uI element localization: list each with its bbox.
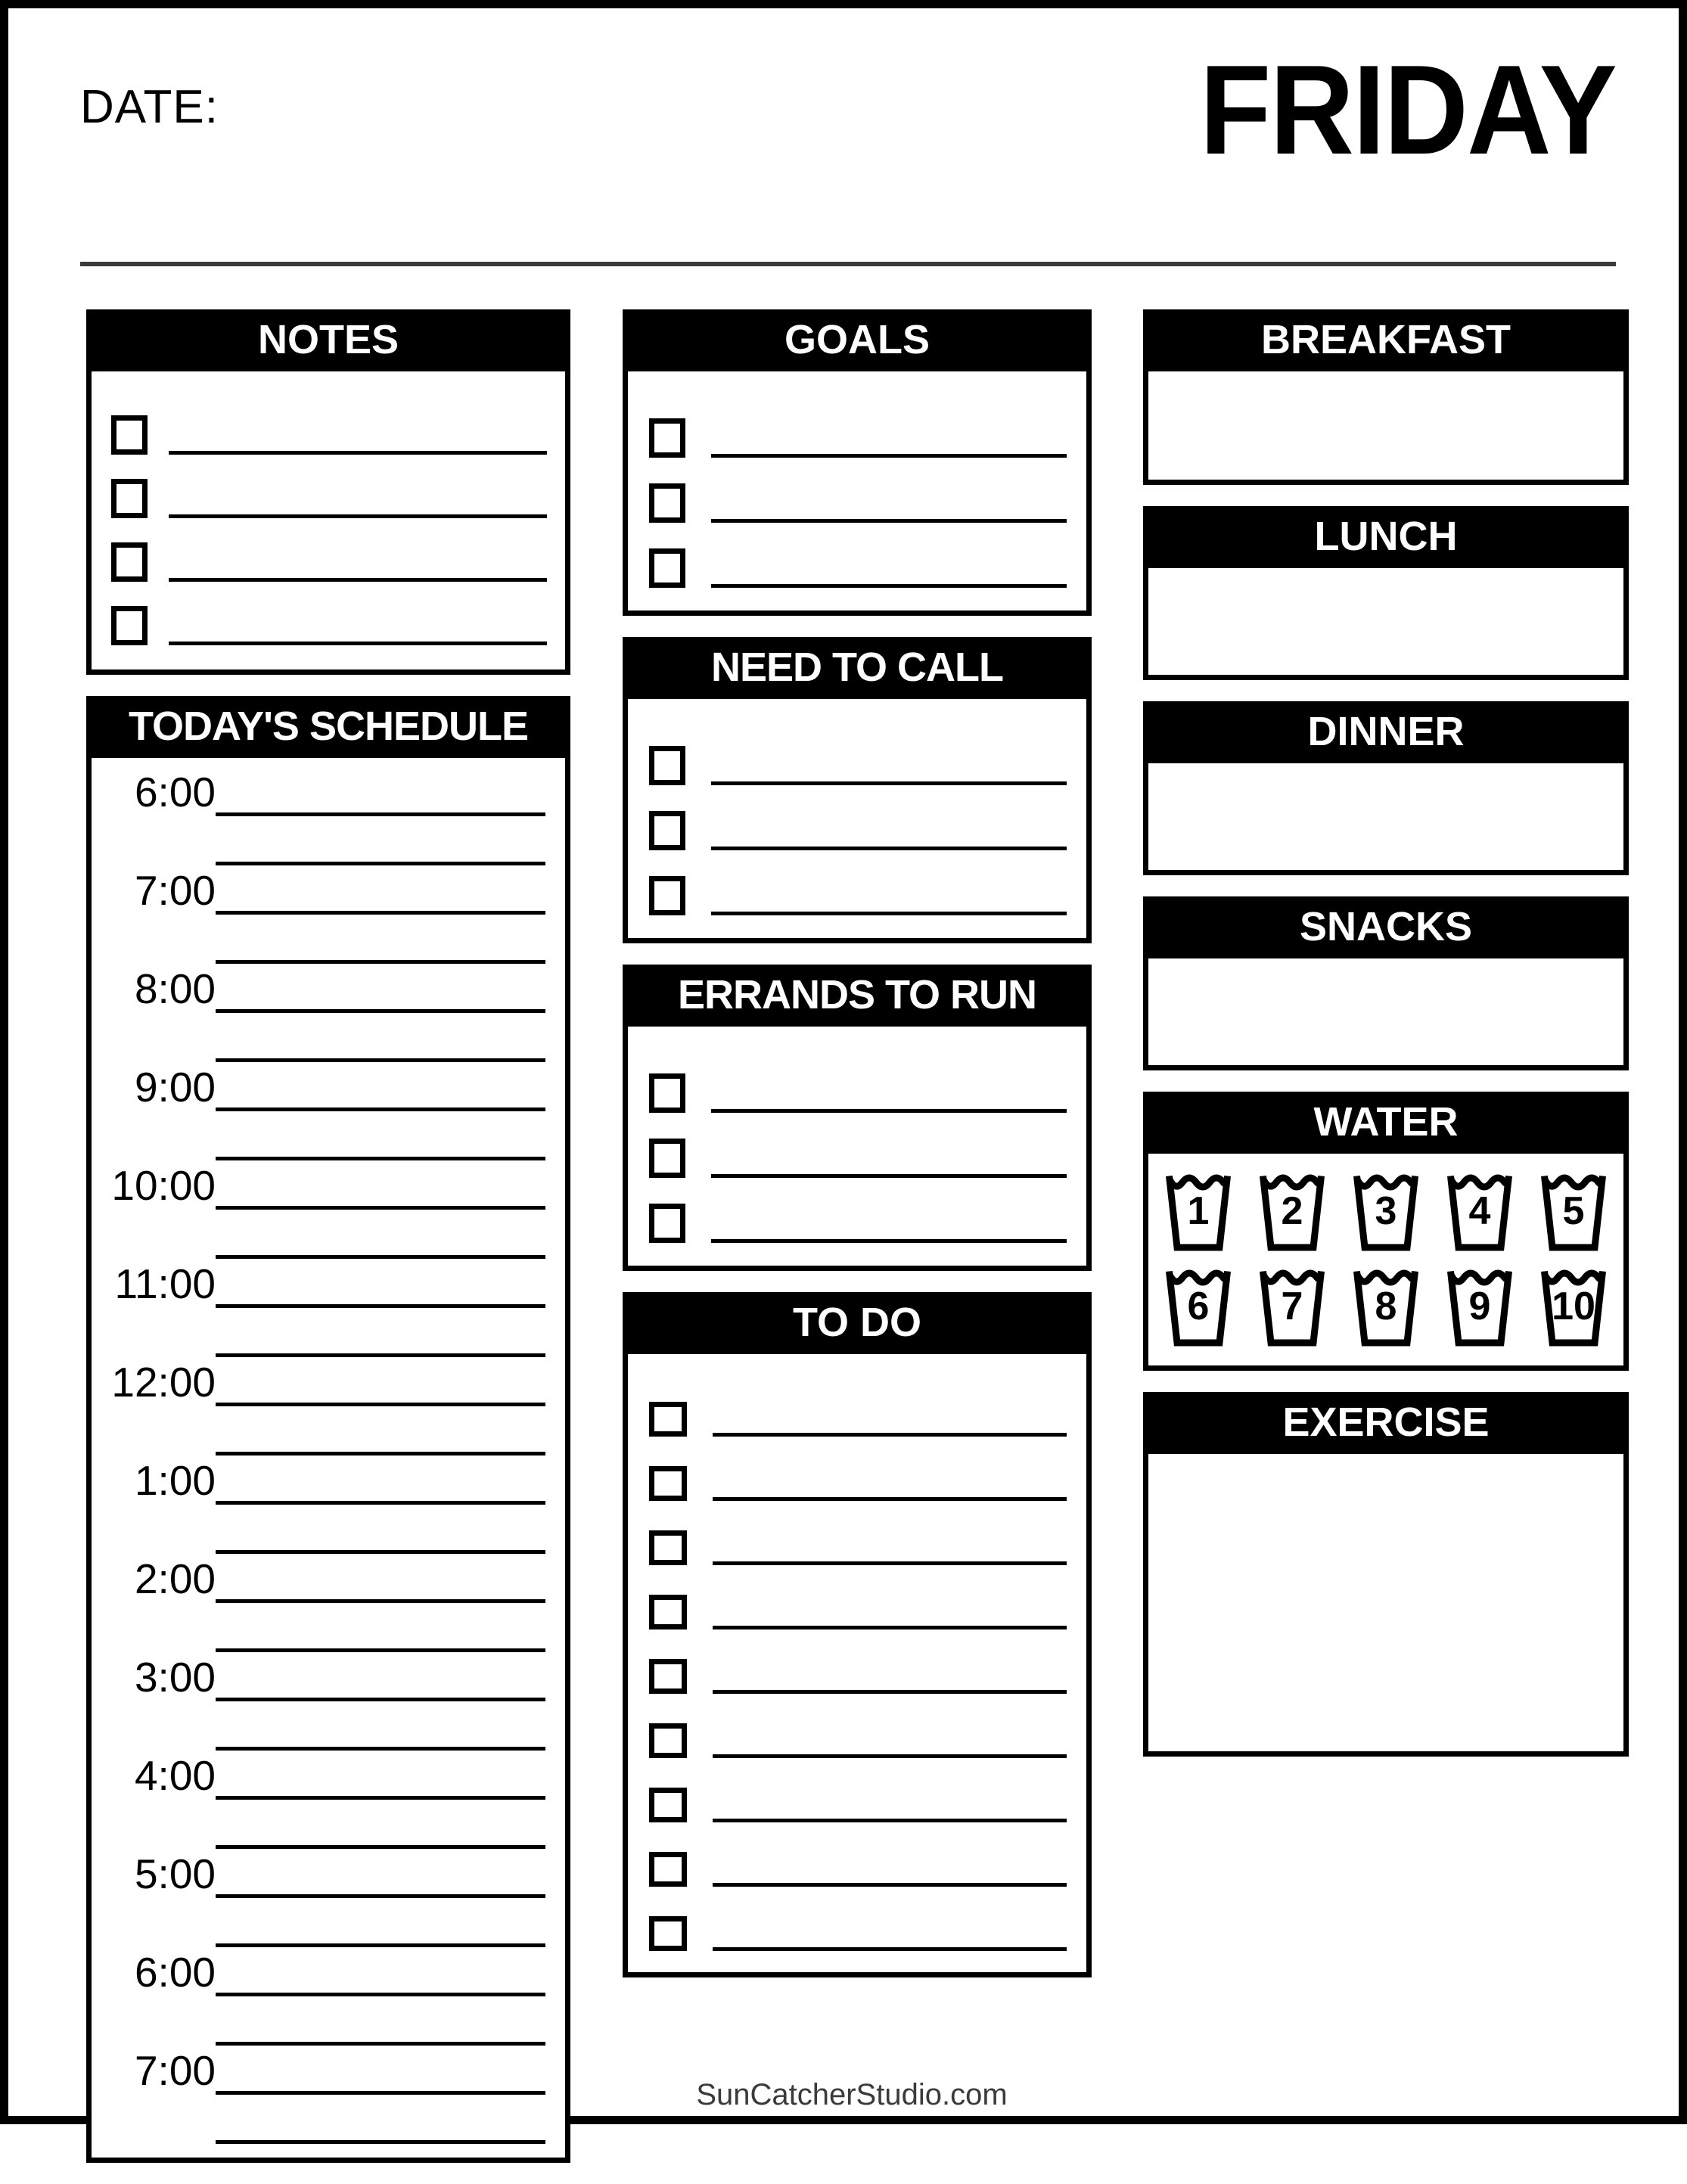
- notes-list: [92, 371, 565, 669]
- exercise-field[interactable]: [1143, 1454, 1629, 1757]
- list-item[interactable]: [649, 1631, 1067, 1695]
- schedule-hour-row[interactable]: [104, 1359, 545, 1408]
- water-glass-icon[interactable]: [1159, 1264, 1238, 1349]
- goals-section: [623, 309, 1092, 616]
- errands-title: ERRANDS TO RUN: [623, 965, 1092, 1027]
- schedule-half-hour-row[interactable]: [104, 1801, 545, 1850]
- notes-title: NOTES: [86, 309, 570, 371]
- exercise-section: [1143, 1392, 1629, 1757]
- water-row: [1159, 1169, 1613, 1254]
- list-item[interactable]: [649, 1760, 1067, 1824]
- checkbox-icon[interactable]: [111, 415, 148, 455]
- water-glass-number: 2: [1281, 1189, 1303, 1233]
- write-line[interactable]: [216, 1845, 545, 1849]
- todo-body: [623, 1354, 1092, 1977]
- write-line[interactable]: [713, 1883, 1067, 1887]
- checkbox-icon[interactable]: [649, 1723, 687, 1758]
- write-line[interactable]: [216, 1894, 545, 1898]
- need-to-call-section: [623, 637, 1092, 943]
- write-line[interactable]: [711, 781, 1067, 785]
- list-item[interactable]: [649, 1824, 1067, 1888]
- write-line[interactable]: [216, 1255, 545, 1259]
- list-item[interactable]: [111, 456, 547, 520]
- write-line[interactable]: [216, 1943, 545, 1947]
- need-to-call-body: [623, 699, 1092, 943]
- snacks-section: [1143, 896, 1629, 1070]
- checkbox-icon[interactable]: [649, 1916, 687, 1951]
- write-line[interactable]: [216, 1501, 545, 1505]
- schedule-hour-row[interactable]: [104, 769, 545, 818]
- write-line[interactable]: [216, 2042, 545, 2046]
- schedule-hour-row[interactable]: [104, 1064, 545, 1113]
- write-line[interactable]: [216, 862, 545, 865]
- lunch-field[interactable]: [1143, 568, 1629, 680]
- column-left: [86, 309, 570, 2184]
- breakfast-section: [1143, 309, 1629, 485]
- schedule-body: [86, 758, 570, 2163]
- breakfast-field[interactable]: [1143, 371, 1629, 485]
- column-right: [1143, 309, 1629, 1778]
- schedule-hour-row[interactable]: [104, 1752, 545, 1801]
- write-line[interactable]: [169, 578, 547, 582]
- write-line[interactable]: [711, 1109, 1067, 1113]
- write-line[interactable]: [216, 2140, 545, 2144]
- water-glass-number: 6: [1187, 1285, 1210, 1328]
- checkbox-icon[interactable]: [649, 1659, 687, 1694]
- schedule-time-label: 4:00: [134, 1752, 216, 1799]
- page-header: [80, 39, 1616, 243]
- day-title: FRIDAY: [1199, 39, 1616, 181]
- schedule-half-hour-row[interactable]: [104, 1211, 545, 1260]
- schedule-time-label: 1:00: [134, 1457, 216, 1504]
- write-line[interactable]: [713, 1947, 1067, 1951]
- write-line[interactable]: [216, 1353, 545, 1357]
- list-item[interactable]: [111, 583, 547, 647]
- write-line[interactable]: [216, 1550, 545, 1554]
- water-glass-number: 9: [1468, 1285, 1491, 1328]
- schedule-half-hour-row[interactable]: [104, 1408, 545, 1457]
- schedule-time-label: 9:00: [134, 1064, 216, 1111]
- schedule-time-label: 6:00: [134, 769, 216, 816]
- notes-section: [86, 309, 570, 675]
- exercise-title: EXERCISE: [1143, 1392, 1629, 1454]
- todo-list: [628, 1354, 1086, 1972]
- water-title: WATER: [1143, 1092, 1629, 1154]
- checkbox-icon[interactable]: [649, 548, 685, 588]
- schedule-hour-row[interactable]: [104, 1850, 545, 1900]
- write-line[interactable]: [711, 454, 1067, 458]
- write-line[interactable]: [711, 584, 1067, 588]
- write-line[interactable]: [216, 1698, 545, 1701]
- schedule-time-label: 2:00: [134, 1555, 216, 1602]
- schedule-half-hour-row[interactable]: [104, 916, 545, 965]
- write-line[interactable]: [216, 911, 545, 915]
- errands-list: [628, 1027, 1086, 1266]
- write-line[interactable]: [711, 847, 1067, 850]
- checkbox-icon[interactable]: [649, 1402, 687, 1437]
- schedule-hour-row[interactable]: [104, 965, 545, 1014]
- checkbox-icon[interactable]: [649, 746, 685, 785]
- water-glass-number: 4: [1468, 1189, 1491, 1233]
- checkbox-icon[interactable]: [111, 479, 148, 518]
- list-item[interactable]: [649, 1695, 1067, 1760]
- schedule-hour-row[interactable]: [104, 1457, 545, 1506]
- write-line[interactable]: [169, 514, 547, 518]
- schedule-half-hour-row[interactable]: [104, 1900, 545, 1949]
- write-line[interactable]: [713, 1433, 1067, 1437]
- todo-title: TO DO: [623, 1292, 1092, 1354]
- water-glass-number: 3: [1375, 1189, 1397, 1233]
- list-item[interactable]: [649, 1179, 1067, 1244]
- water-glass-number: 1: [1187, 1189, 1210, 1233]
- column-middle: [623, 309, 1092, 1999]
- checkbox-icon[interactable]: [649, 418, 685, 458]
- list-item[interactable]: [649, 1567, 1067, 1631]
- checkbox-icon[interactable]: [649, 1204, 685, 1243]
- water-glass-number: 10: [1552, 1285, 1595, 1328]
- dinner-field[interactable]: [1143, 763, 1629, 875]
- write-line[interactable]: [713, 1497, 1067, 1501]
- list-item[interactable]: [649, 852, 1067, 917]
- schedule-half-hour-row[interactable]: [104, 818, 545, 867]
- write-line[interactable]: [216, 1648, 545, 1652]
- lunch-title: LUNCH: [1143, 506, 1629, 568]
- lunch-section: [1143, 506, 1629, 680]
- breakfast-title: BREAKFAST: [1143, 309, 1629, 371]
- write-line[interactable]: [713, 1690, 1067, 1694]
- schedule-time-label: 5:00: [134, 1850, 216, 1897]
- schedule-time-label: 12:00: [111, 1359, 216, 1406]
- list-item[interactable]: [649, 524, 1067, 589]
- write-line[interactable]: [169, 451, 547, 455]
- write-line[interactable]: [216, 812, 545, 816]
- list-item[interactable]: [649, 1438, 1067, 1502]
- checkbox-icon[interactable]: [649, 811, 685, 850]
- write-line[interactable]: [713, 1754, 1067, 1758]
- write-line[interactable]: [713, 1819, 1067, 1822]
- dinner-title: DINNER: [1143, 701, 1629, 763]
- water-glass-icon[interactable]: [1253, 1264, 1331, 1349]
- write-line[interactable]: [216, 1108, 545, 1111]
- list-item[interactable]: [649, 722, 1067, 787]
- list-item[interactable]: [649, 1888, 1067, 1953]
- water-glass-icon[interactable]: [1534, 1169, 1613, 1254]
- checkbox-icon[interactable]: [111, 606, 148, 645]
- write-line[interactable]: [216, 1157, 545, 1160]
- water-glass-number: 8: [1375, 1285, 1397, 1328]
- write-line[interactable]: [711, 912, 1067, 915]
- errands-section: [623, 965, 1092, 1271]
- schedule-time-label: 8:00: [134, 965, 216, 1012]
- water-glass-number: 5: [1562, 1189, 1585, 1233]
- schedule-time-label: 10:00: [111, 1162, 216, 1209]
- snacks-title: SNACKS: [1143, 896, 1629, 958]
- schedule-hour-row[interactable]: [104, 1654, 545, 1703]
- list-item[interactable]: [649, 787, 1067, 852]
- checkbox-icon[interactable]: [649, 1788, 687, 1822]
- schedule-half-hour-row[interactable]: [104, 1014, 545, 1064]
- list-item[interactable]: [649, 1502, 1067, 1567]
- checkbox-icon[interactable]: [649, 1073, 685, 1113]
- water-glass-icon[interactable]: [1347, 1169, 1425, 1254]
- checkbox-icon[interactable]: [649, 483, 685, 523]
- water-body: [1143, 1154, 1629, 1371]
- write-line[interactable]: [216, 1009, 545, 1013]
- write-line[interactable]: [216, 1058, 545, 1062]
- schedule-hour-row[interactable]: [104, 867, 545, 916]
- notes-body: [86, 371, 570, 675]
- write-line[interactable]: [169, 642, 547, 645]
- schedule-half-hour-row[interactable]: [104, 1703, 545, 1752]
- schedule-half-hour-row[interactable]: [104, 1113, 545, 1162]
- goals-body: [623, 371, 1092, 616]
- schedule-rows: [92, 758, 565, 2158]
- schedule-hour-row[interactable]: [104, 1949, 545, 1998]
- write-line[interactable]: [216, 1452, 545, 1455]
- list-item[interactable]: [649, 394, 1067, 459]
- water-glass-icon[interactable]: [1440, 1264, 1519, 1349]
- need-to-call-list: [628, 699, 1086, 938]
- water-glass-icon[interactable]: [1347, 1264, 1425, 1349]
- write-line[interactable]: [216, 1206, 545, 1210]
- schedule-title: TODAY'S SCHEDULE: [86, 696, 570, 758]
- errands-body: [623, 1027, 1092, 1271]
- schedule-half-hour-row[interactable]: [104, 1605, 545, 1654]
- water-glass-number: 7: [1281, 1285, 1303, 1328]
- write-line[interactable]: [711, 1174, 1067, 1178]
- schedule-time-label: 7:00: [134, 2047, 216, 2094]
- schedule-time-label: 11:00: [114, 1260, 216, 1307]
- write-line[interactable]: [216, 1796, 545, 1800]
- footer-credit: SunCatcherStudio.com: [696, 2078, 1008, 2111]
- write-line[interactable]: [713, 1626, 1067, 1629]
- checkbox-icon[interactable]: [649, 1466, 687, 1501]
- list-item[interactable]: [649, 459, 1067, 524]
- checkbox-icon[interactable]: [649, 1139, 685, 1178]
- todo-section: [623, 1292, 1092, 1977]
- write-line[interactable]: [713, 1561, 1067, 1565]
- list-item[interactable]: [649, 1374, 1067, 1438]
- list-item[interactable]: [111, 520, 547, 583]
- list-item[interactable]: [649, 1049, 1067, 1114]
- write-line[interactable]: [216, 1304, 545, 1308]
- checkbox-icon[interactable]: [111, 542, 148, 582]
- dinner-section: [1143, 701, 1629, 875]
- goals-title: GOALS: [623, 309, 1092, 371]
- goals-list: [628, 371, 1086, 610]
- list-item[interactable]: [649, 1114, 1067, 1179]
- schedule-hour-row[interactable]: [104, 1555, 545, 1605]
- schedule-half-hour-row[interactable]: [104, 1998, 545, 2047]
- water-tracker: [1148, 1154, 1623, 1365]
- checkbox-icon[interactable]: [649, 876, 685, 915]
- need-to-call-title: NEED TO CALL: [623, 637, 1092, 699]
- header-divider: [80, 262, 1616, 266]
- water-glass-icon[interactable]: [1440, 1169, 1519, 1254]
- snacks-field[interactable]: [1143, 958, 1629, 1070]
- schedule-half-hour-row[interactable]: [104, 1309, 545, 1359]
- schedule-time-label: 3:00: [134, 1654, 216, 1701]
- water-section: [1143, 1092, 1629, 1371]
- water-glass-icon[interactable]: [1253, 1169, 1331, 1254]
- schedule-time-label: [104, 2141, 216, 2145]
- water-row: [1159, 1264, 1613, 1349]
- write-line[interactable]: [216, 960, 545, 964]
- checkbox-icon[interactable]: [649, 1852, 687, 1887]
- write-line[interactable]: [216, 1599, 545, 1603]
- schedule-half-hour-row[interactable]: [104, 1506, 545, 1555]
- list-item[interactable]: [111, 393, 547, 456]
- schedule-hour-row[interactable]: [104, 1162, 545, 1211]
- checkbox-icon[interactable]: [649, 1595, 687, 1629]
- schedule-time-label: 7:00: [134, 867, 216, 914]
- write-line[interactable]: [711, 519, 1067, 523]
- checkbox-icon[interactable]: [649, 1530, 687, 1565]
- write-line[interactable]: [216, 1403, 545, 1406]
- schedule-hour-row[interactable]: [104, 1260, 545, 1309]
- write-line[interactable]: [711, 1239, 1067, 1243]
- write-line[interactable]: [216, 1993, 545, 1996]
- water-glass-icon[interactable]: [1534, 1264, 1613, 1349]
- schedule-section: [86, 696, 570, 2163]
- schedule-time-label: 6:00: [134, 1949, 216, 1996]
- water-glass-icon[interactable]: [1159, 1169, 1238, 1254]
- date-label: DATE:: [80, 81, 219, 133]
- write-line[interactable]: [216, 1747, 545, 1751]
